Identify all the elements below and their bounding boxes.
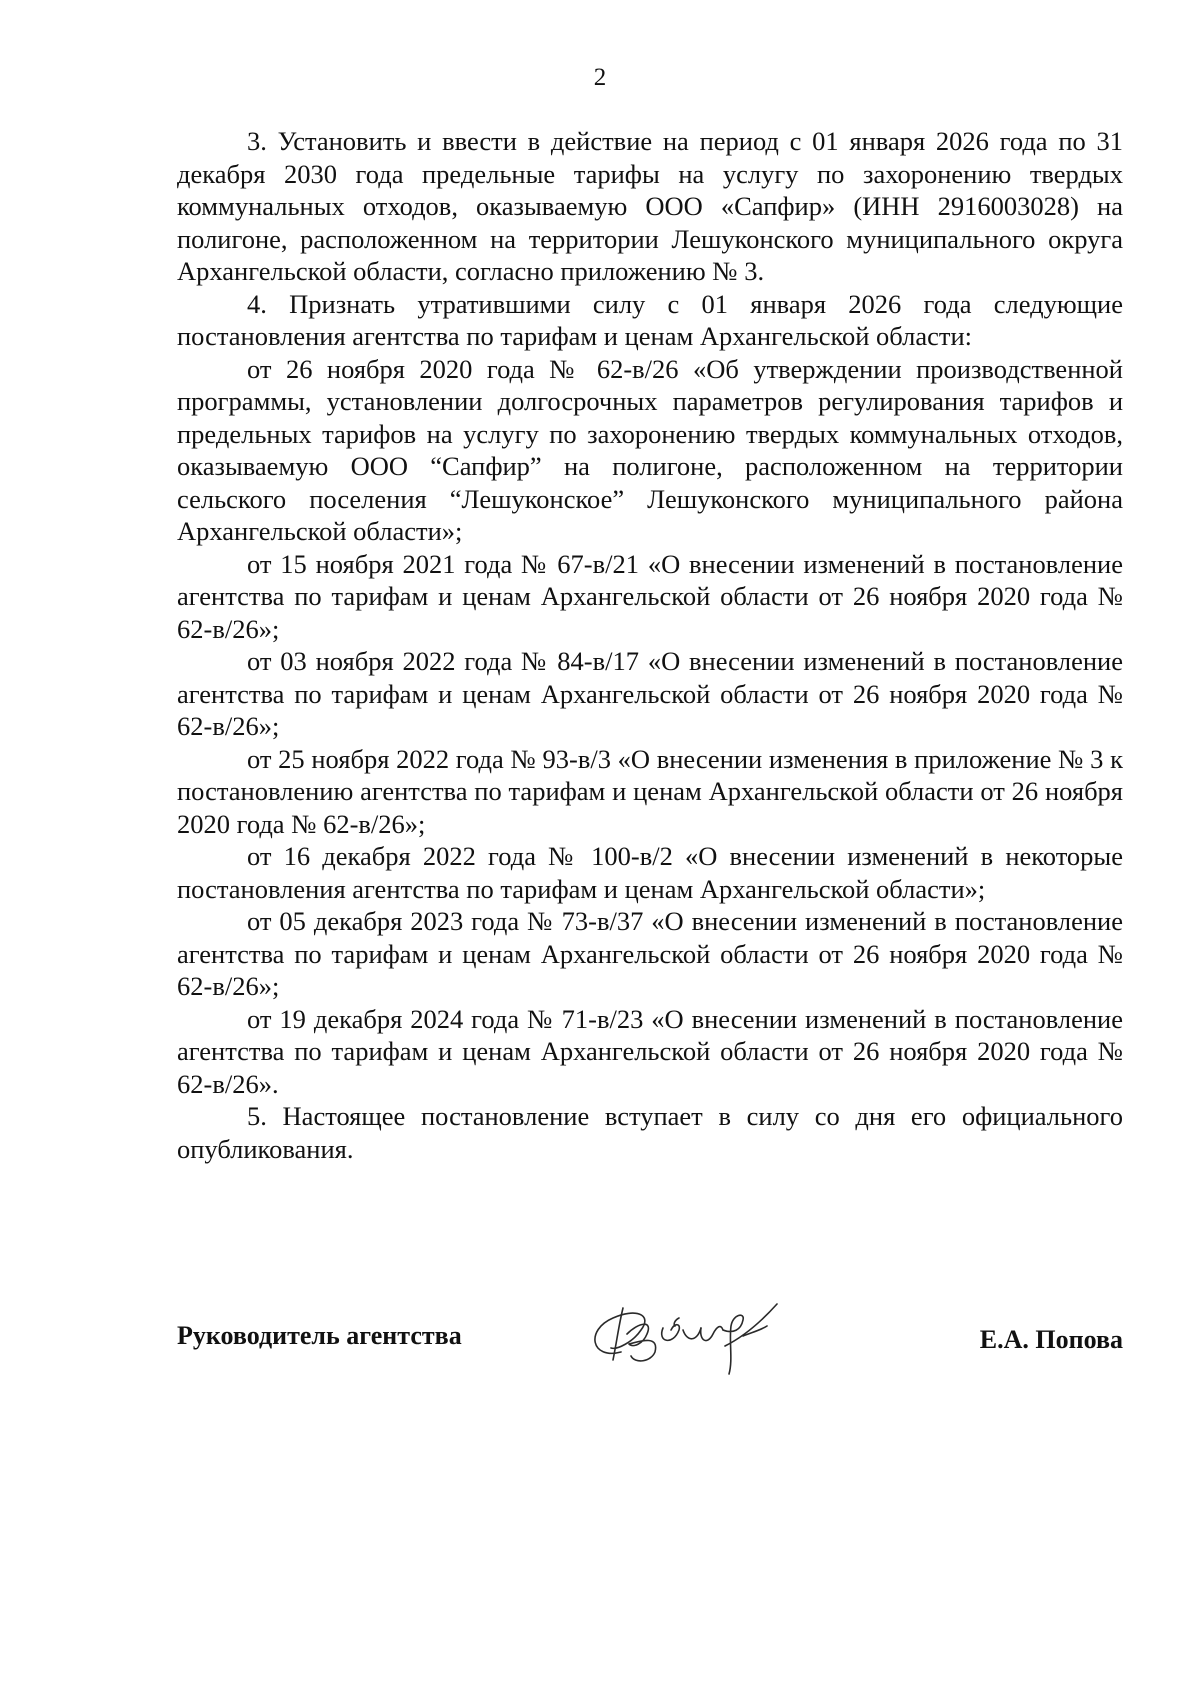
signature-block — [177, 1290, 1123, 1380]
repealed-act-2023-73: от 05 декабря 2023 года № 73-в/37 «О внесении изменений в постановление агентства по тарифам и ценам Архангельской области от 26 ноября 2020 года № 62-в/26»; — [177, 906, 1123, 1001]
repealed-act-2022-100: от 16 декабря 2022 года № 100-в/2 «О внесении изменений в некоторые постановления агентства по тарифам и ценам Архангельской области»; — [177, 841, 1123, 904]
paragraph-item-4: 4. Признать утратившими силу с 01 января 2026 года следующие постановления агентства по тарифам и ценам Архангельской области: — [177, 288, 1123, 351]
document-body — [177, 125, 1123, 1165]
paragraph-item-5: 5. Настоящее постановление вступает в силу со дня его официального опубликования. — [177, 1101, 1123, 1164]
repealed-act-2022-93: от 25 ноября 2022 года № 93-в/3 «О внесении изменения в приложение № 3 к постановлению агентства по тарифам и ценам Архангельской области от 26 ноября 2020 года № 62-в/26»; — [177, 743, 1123, 839]
signatory-position: Руководитель агентства — [177, 1321, 462, 1350]
repealed-act-2022-84: от 03 ноября 2022 года № 84-в/17 «О внесении изменений в постановление агентства по тарифам и ценам Архангельской области от 26 ноября 2020 года № 62-в/26»; — [177, 646, 1123, 741]
repealed-act-2021-67: от 15 ноября 2021 года № 67-в/21 «О внесении изменений в постановление агентства по тарифам и ценам Архангельской области от 26 ноября 2020 года № 62-в/26»; — [177, 548, 1123, 644]
page-number: 2 — [593, 64, 607, 91]
handwritten-signature — [583, 1290, 803, 1380]
repealed-act-2020-62: от 26 ноября 2020 года № 62-в/26 «Об утверждении производственной программы, установлении долгосрочных параметров регулирования тарифов и предельных тарифов на услугу по захоронению твердых коммунальных отходов, оказываемую ООО “Сапфир” на полигоне, расположенном на территории сельского поселения “Лешуконское” Лешуконского муниципального района Архангельской области»; — [177, 353, 1123, 546]
signatory-name: Е.А. Попова — [979, 1325, 1123, 1354]
repealed-act-2024-71: от 19 декабря 2024 года № 71-в/23 «О внесении изменений в постановление агентства по тарифам и ценам Архангельской области от 26 ноября 2020 года № 62-в/26». — [177, 1003, 1123, 1099]
paragraph-item-3: 3. Установить и ввести в действие на период с 01 января 2026 года по 31 декабря 2030 года предельные тарифы на услугу по захоронению твердых коммунальных отходов, оказываемую ООО «Сапфир» (ИНН 2916003028) на полигоне, расположенном на территории Лешуконского муниципального округа Архангельской области, согласно приложению № 3. — [177, 126, 1123, 286]
